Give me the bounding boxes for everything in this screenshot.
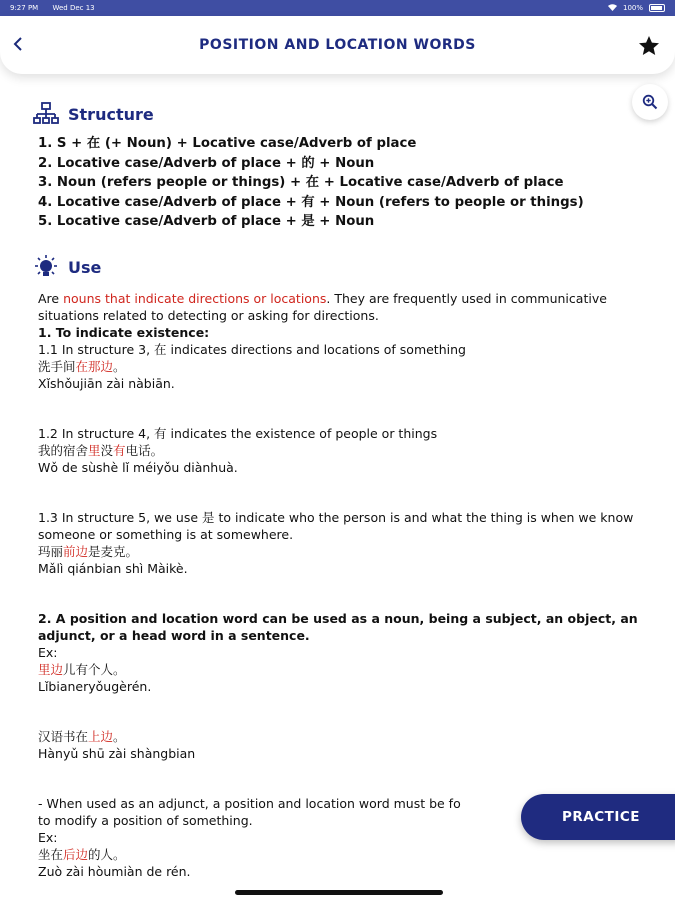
- cn-text: 汉语书在: [38, 728, 89, 744]
- status-time: 9:27 PM: [10, 4, 39, 12]
- use-intro: [38, 290, 638, 324]
- home-indicator[interactable]: [235, 890, 443, 895]
- structure-line: 2. Locative case/Adverb of place + 的 + Noun: [38, 155, 375, 171]
- cn-text: 儿有个人。: [63, 661, 126, 677]
- cn-text: 的人。: [88, 846, 126, 862]
- favorite-button[interactable]: [637, 34, 661, 58]
- cn-text: 洗手间: [38, 358, 76, 374]
- cn-highlight: 有: [113, 442, 126, 458]
- point3-text-cont: to modify a position of something.: [38, 812, 253, 828]
- point3-text: - When used as an adjunct, a position and location word must be fo: [38, 795, 461, 811]
- lightbulb-icon: [32, 254, 60, 282]
- header-bar: [0, 16, 675, 74]
- wifi-icon: [608, 4, 617, 13]
- cn-text: 电话。: [125, 442, 164, 458]
- practice-button[interactable]: PRACTICE: [521, 794, 675, 840]
- cn-highlight: 在那边: [75, 358, 114, 374]
- sub1-chinese: [38, 358, 638, 375]
- point2-ex1-chinese: [38, 661, 638, 678]
- battery-percent: 100%: [622, 4, 643, 12]
- star-icon: [637, 34, 661, 58]
- sub3-title: 1.3 In structure 5, we use 是 to indicate who the person is and what the thing is when we know someone or something is at somewhere.: [38, 509, 634, 542]
- cn-highlight: 里边: [38, 661, 64, 677]
- cn-text: 我的宿舍: [38, 442, 89, 458]
- structure-line: 4. Locative case/Adverb of place + 有 + Noun (refers to people or things): [38, 194, 584, 210]
- intro-text: Are: [38, 290, 64, 306]
- sub1-pinyin: Xǐshǒujiān zài nàbiān.: [38, 375, 175, 391]
- status-left: [10, 4, 107, 12]
- structure-title: Structure: [68, 104, 154, 124]
- cn-highlight: 前边: [63, 543, 89, 559]
- cn-highlight: 后边: [63, 846, 89, 862]
- structure-line: 5. Locative case/Adverb of place + 是 + Noun: [38, 214, 375, 230]
- cn-highlight: 上边: [88, 728, 114, 744]
- sub3-pinyin: Mǎlì qiánbian shì Màikè.: [38, 560, 188, 576]
- cn-highlight: 里: [88, 442, 101, 458]
- sub3-chinese: [38, 543, 638, 560]
- use-heading: [32, 254, 638, 282]
- cn-text: 坐在: [38, 846, 64, 862]
- sub2-title: 1.2 In structure 4, 有 indicates the existence of people or things: [38, 425, 438, 441]
- structure-list: [38, 134, 638, 232]
- point2-ex2-pinyin: Hànyǔ shū zài shàngbian: [38, 745, 196, 761]
- structure-heading: [32, 100, 638, 128]
- hierarchy-icon: [32, 100, 60, 128]
- cn-text: 。: [113, 728, 126, 744]
- page-title: POSITION AND LOCATION WORDS: [199, 37, 476, 53]
- lesson-content: [38, 100, 638, 880]
- structure-line: 3. Noun (refers people or things) + 在 + Locative case/Adverb of place: [38, 175, 564, 191]
- sub1-title: 1.1 In structure 3, 在 indicates directions and locations of something: [38, 341, 466, 357]
- battery-icon: [649, 4, 665, 12]
- sub2-chinese: [38, 442, 638, 459]
- use-title: Use: [68, 258, 102, 278]
- cn-text: 玛丽: [38, 543, 64, 559]
- status-bar: [0, 0, 675, 16]
- point2-title: 2. A position and location word can be used as a noun, being a subject, an object, an adjunct, or a head word in a sentence.: [38, 610, 638, 643]
- point2-ex2-chinese: [38, 728, 638, 745]
- point1-title: 1. To indicate existence:: [38, 324, 210, 340]
- intro-highlight: nouns that indicate directions or locations: [63, 290, 327, 306]
- cn-text: 。: [113, 358, 126, 374]
- zoom-in-icon: [642, 94, 658, 110]
- point2-ex1-pinyin: Lǐbianeryǒugèrén.: [38, 678, 152, 694]
- status-date: Wed Dec 13: [52, 4, 95, 12]
- point3-pinyin: Zuò zài hòumiàn de rén.: [38, 863, 191, 879]
- status-right: [608, 4, 665, 13]
- intro-text-end: . They are frequently used in communicative situations related to detecting or asking for directions.: [38, 290, 607, 323]
- point2-ex-label: Ex:: [38, 644, 58, 660]
- point3-ex-label: Ex:: [38, 829, 58, 845]
- cn-text: 是麦克。: [88, 543, 139, 559]
- cn-text: 没: [100, 442, 114, 458]
- structure-line: 1. S + 在 (+ Noun) + Locative case/Adverb of place: [38, 136, 417, 151]
- point3-chinese: [38, 846, 638, 863]
- sub2-pinyin: Wǒ de sùshè lǐ méiyǒu diànhuà.: [38, 459, 238, 475]
